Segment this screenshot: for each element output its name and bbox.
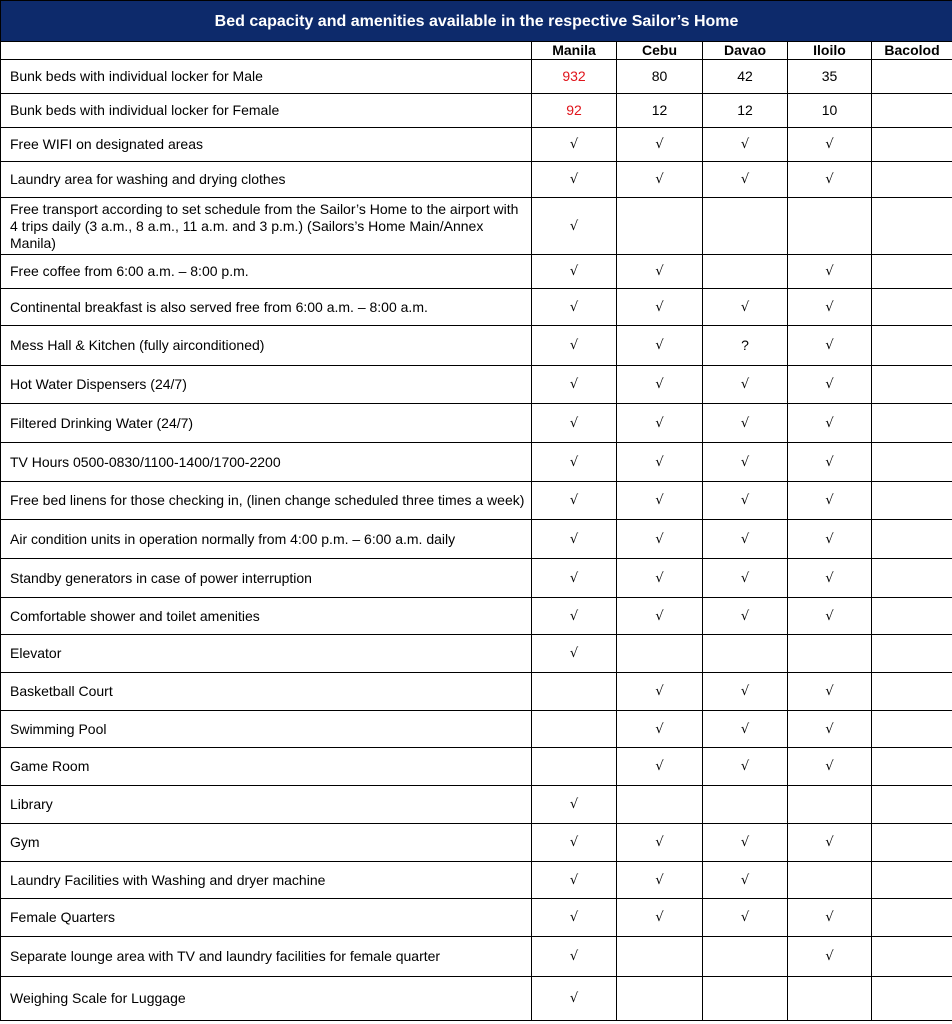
table-row — [1, 635, 952, 673]
cell-davao: √ — [703, 899, 788, 937]
cell-manila — [532, 711, 617, 748]
cell-davao: √ — [703, 482, 788, 520]
amenity-label: Free bed linens for those checking in, (linen change scheduled three times a week) — [1, 482, 532, 520]
cell-manila: √ — [532, 162, 617, 198]
cell-bacolod — [872, 94, 952, 128]
cell-manila: √ — [532, 443, 617, 482]
title-row — [1, 1, 952, 42]
cell-iloilo: √ — [788, 128, 872, 162]
cell-iloilo: √ — [788, 482, 872, 520]
amenity-label: Free coffee from 6:00 a.m. – 8:00 p.m. — [1, 255, 532, 289]
amenity-label: Female Quarters — [1, 899, 532, 937]
cell-bacolod — [872, 748, 952, 786]
cell-iloilo — [788, 635, 872, 673]
amenity-label: Laundry Facilities with Washing and dryer machine — [1, 862, 532, 899]
cell-bacolod — [872, 289, 952, 326]
column-header-cebu: Cebu — [617, 42, 703, 60]
amenity-label: TV Hours 0500-0830/1100-1400/1700-2200 — [1, 443, 532, 482]
cell-bacolod — [872, 937, 952, 977]
table-row — [1, 711, 952, 748]
table-row — [1, 862, 952, 899]
cell-davao — [703, 198, 788, 255]
table-row — [1, 937, 952, 977]
cell-bacolod — [872, 404, 952, 443]
amenity-label: Filtered Drinking Water (24/7) — [1, 404, 532, 443]
amenity-label: Bunk beds with individual locker for Female — [1, 94, 532, 128]
cell-manila: √ — [532, 198, 617, 255]
cell-iloilo — [788, 862, 872, 899]
column-header-manila: Manila — [532, 42, 617, 60]
cell-cebu: √ — [617, 711, 703, 748]
cell-cebu: √ — [617, 520, 703, 559]
amenity-label: Laundry area for washing and drying clothes — [1, 162, 532, 198]
cell-davao: √ — [703, 559, 788, 598]
amenity-label: Free WIFI on designated areas — [1, 128, 532, 162]
cell-cebu: √ — [617, 862, 703, 899]
cell-cebu: √ — [617, 366, 703, 404]
cell-cebu: √ — [617, 899, 703, 937]
table-row — [1, 786, 952, 824]
cell-manila: 92 — [532, 94, 617, 128]
cell-iloilo: √ — [788, 326, 872, 366]
cell-cebu: √ — [617, 598, 703, 635]
table-row — [1, 198, 952, 255]
cell-bacolod — [872, 162, 952, 198]
cell-cebu: √ — [617, 482, 703, 520]
cell-iloilo: √ — [788, 711, 872, 748]
cell-cebu — [617, 198, 703, 255]
table-title: Bed capacity and amenities available in the respective Sailor’s Home — [1, 1, 952, 42]
cell-bacolod — [872, 786, 952, 824]
cell-cebu — [617, 937, 703, 977]
cell-iloilo: √ — [788, 899, 872, 937]
cell-iloilo: √ — [788, 289, 872, 326]
cell-cebu — [617, 977, 703, 1021]
table-row — [1, 748, 952, 786]
table-row — [1, 598, 952, 635]
cell-bacolod — [872, 482, 952, 520]
amenity-label: Swimming Pool — [1, 711, 532, 748]
cell-davao: √ — [703, 128, 788, 162]
cell-manila: √ — [532, 559, 617, 598]
cell-manila: 932 — [532, 60, 617, 94]
column-header-davao: Davao — [703, 42, 788, 60]
cell-cebu: 80 — [617, 60, 703, 94]
cell-iloilo: √ — [788, 748, 872, 786]
cell-bacolod — [872, 520, 952, 559]
cell-davao: √ — [703, 289, 788, 326]
cell-cebu: √ — [617, 404, 703, 443]
cell-iloilo: √ — [788, 366, 872, 404]
amenity-label: Game Room — [1, 748, 532, 786]
amenity-label: Hot Water Dispensers (24/7) — [1, 366, 532, 404]
cell-cebu — [617, 786, 703, 824]
cell-davao — [703, 255, 788, 289]
amenity-label: Mess Hall & Kitchen (fully airconditioned) — [1, 326, 532, 366]
cell-davao: √ — [703, 443, 788, 482]
cell-cebu: √ — [617, 443, 703, 482]
cell-cebu: √ — [617, 255, 703, 289]
cell-davao: ? — [703, 326, 788, 366]
cell-iloilo: √ — [788, 598, 872, 635]
cell-manila: √ — [532, 899, 617, 937]
table-row — [1, 128, 952, 162]
column-header-iloilo: Iloilo — [788, 42, 872, 60]
cell-davao: 42 — [703, 60, 788, 94]
table-row — [1, 162, 952, 198]
cell-davao: √ — [703, 520, 788, 559]
cell-davao — [703, 635, 788, 673]
amenity-label: Air condition units in operation normally from 4:00 p.m. – 6:00 a.m. daily — [1, 520, 532, 559]
cell-manila: √ — [532, 937, 617, 977]
cell-davao: √ — [703, 404, 788, 443]
cell-iloilo: √ — [788, 937, 872, 977]
amenity-label: Gym — [1, 824, 532, 862]
cell-bacolod — [872, 977, 952, 1021]
table-row — [1, 824, 952, 862]
cell-cebu: √ — [617, 326, 703, 366]
cell-manila: √ — [532, 366, 617, 404]
cell-cebu: √ — [617, 128, 703, 162]
cell-cebu: √ — [617, 748, 703, 786]
table-row — [1, 673, 952, 711]
amenity-label: Separate lounge area with TV and laundry facilities for female quarter — [1, 937, 532, 977]
cell-manila: √ — [532, 824, 617, 862]
cell-bacolod — [872, 60, 952, 94]
cell-iloilo: √ — [788, 255, 872, 289]
cell-manila: √ — [532, 635, 617, 673]
cell-davao — [703, 937, 788, 977]
cell-bacolod — [872, 899, 952, 937]
cell-manila: √ — [532, 482, 617, 520]
cell-manila: √ — [532, 977, 617, 1021]
cell-bacolod — [872, 366, 952, 404]
amenity-label: Standby generators in case of power interruption — [1, 559, 532, 598]
table-row — [1, 94, 952, 128]
table-row — [1, 520, 952, 559]
cell-davao: √ — [703, 711, 788, 748]
table-row — [1, 443, 952, 482]
cell-davao — [703, 977, 788, 1021]
amenity-label: Elevator — [1, 635, 532, 673]
cell-davao — [703, 786, 788, 824]
table-body — [1, 60, 952, 1021]
cell-davao: √ — [703, 862, 788, 899]
column-header-bacolod: Bacolod — [872, 42, 952, 60]
table-row — [1, 60, 952, 94]
cell-manila: √ — [532, 255, 617, 289]
cell-iloilo: 35 — [788, 60, 872, 94]
cell-bacolod — [872, 635, 952, 673]
cell-cebu: √ — [617, 673, 703, 711]
cell-iloilo — [788, 977, 872, 1021]
column-header-row — [1, 42, 952, 60]
cell-bacolod — [872, 255, 952, 289]
cell-manila — [532, 748, 617, 786]
corner-cell — [1, 42, 532, 60]
table-row — [1, 977, 952, 1021]
cell-bacolod — [872, 824, 952, 862]
cell-iloilo: √ — [788, 673, 872, 711]
amenity-label: Library — [1, 786, 532, 824]
amenity-label: Bunk beds with individual locker for Male — [1, 60, 532, 94]
cell-manila: √ — [532, 598, 617, 635]
cell-davao: √ — [703, 748, 788, 786]
cell-manila: √ — [532, 862, 617, 899]
cell-bacolod — [872, 326, 952, 366]
cell-manila: √ — [532, 128, 617, 162]
cell-iloilo: 10 — [788, 94, 872, 128]
cell-iloilo — [788, 786, 872, 824]
table-row — [1, 326, 952, 366]
cell-iloilo: √ — [788, 824, 872, 862]
cell-bacolod — [872, 559, 952, 598]
table-row — [1, 404, 952, 443]
cell-bacolod — [872, 711, 952, 748]
cell-davao: 12 — [703, 94, 788, 128]
cell-iloilo — [788, 198, 872, 255]
amenity-label: Free transport according to set schedule from the Sailor’s Home to the airport with 4 trips daily (3 a.m., 8 a.m., 11 a.m. and 3 p.m.) (Sailors’s Home Main/Annex Manila) — [1, 198, 532, 255]
cell-cebu: 12 — [617, 94, 703, 128]
amenity-label: Continental breakfast is also served free from 6:00 a.m. – 8:00 a.m. — [1, 289, 532, 326]
cell-davao: √ — [703, 824, 788, 862]
cell-davao: √ — [703, 673, 788, 711]
cell-iloilo: √ — [788, 162, 872, 198]
table-row — [1, 559, 952, 598]
cell-manila: √ — [532, 520, 617, 559]
cell-cebu: √ — [617, 559, 703, 598]
cell-iloilo: √ — [788, 443, 872, 482]
table-row — [1, 255, 952, 289]
table-row — [1, 482, 952, 520]
cell-bacolod — [872, 673, 952, 711]
cell-cebu — [617, 635, 703, 673]
cell-iloilo: √ — [788, 520, 872, 559]
table-row — [1, 366, 952, 404]
table-row — [1, 899, 952, 937]
cell-bacolod — [872, 128, 952, 162]
cell-cebu: √ — [617, 289, 703, 326]
cell-davao: √ — [703, 162, 788, 198]
cell-bacolod — [872, 198, 952, 255]
cell-iloilo: √ — [788, 404, 872, 443]
cell-cebu: √ — [617, 824, 703, 862]
cell-bacolod — [872, 862, 952, 899]
amenity-label: Weighing Scale for Luggage — [1, 977, 532, 1021]
cell-manila — [532, 673, 617, 711]
cell-manila: √ — [532, 289, 617, 326]
amenity-label: Comfortable shower and toilet amenities — [1, 598, 532, 635]
cell-iloilo: √ — [788, 559, 872, 598]
cell-manila: √ — [532, 404, 617, 443]
cell-davao: √ — [703, 366, 788, 404]
amenity-label: Basketball Court — [1, 673, 532, 711]
cell-manila: √ — [532, 786, 617, 824]
table-row — [1, 289, 952, 326]
cell-manila: √ — [532, 326, 617, 366]
cell-bacolod — [872, 443, 952, 482]
cell-cebu: √ — [617, 162, 703, 198]
cell-bacolod — [872, 598, 952, 635]
cell-davao: √ — [703, 598, 788, 635]
